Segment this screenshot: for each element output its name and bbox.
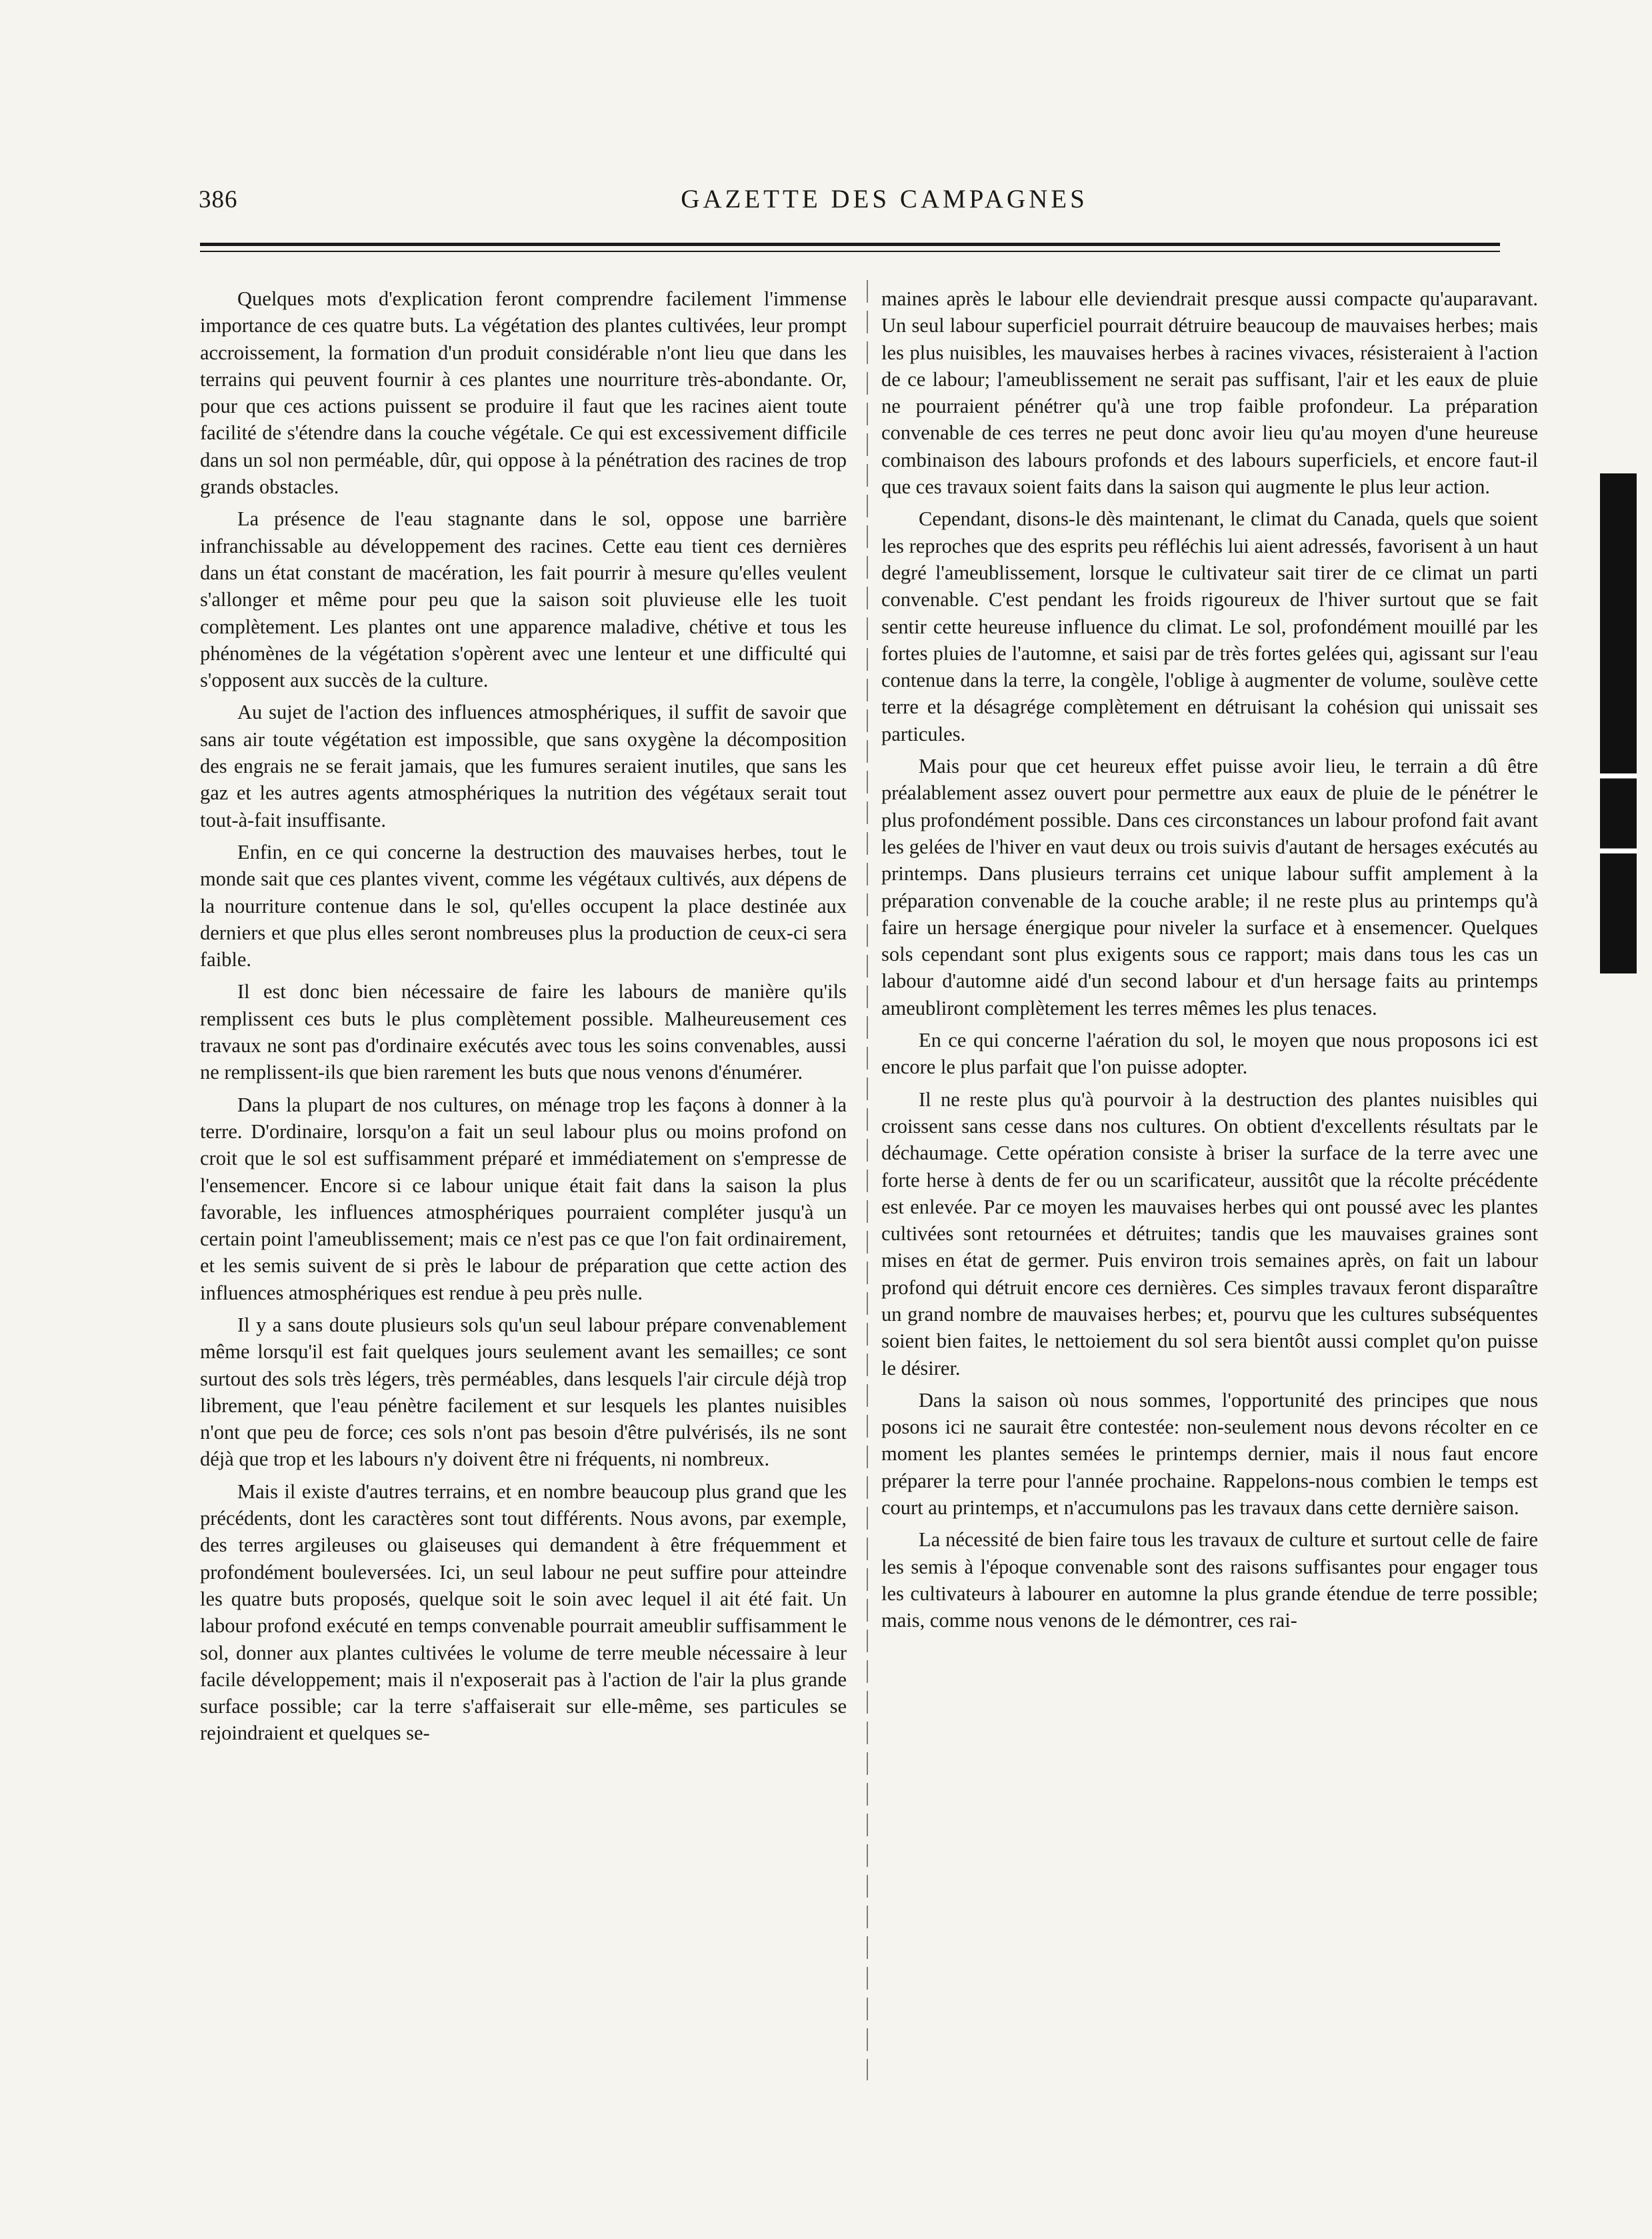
- paragraph: Dans la plupart de nos cultures, on ménage trop les façons à donner à la terre. D'ordinaire, lorsqu'on a fait un seul labour plus ou moins profond on croit que le sol est suffisamment préparé et immédiatement on s'empresse de l'ensemencer. Encore si ce labour unique était fait dans la saison la plus favorable, les influences atmosphériques pourraient compléter jusqu'à un certain point l'ameublissement; mais ce n'est pas ce que l'on fait ordinairement, et les semis suivent de si près le labour de préparation que cette action des influences atmosphériques est rendue à peu près nulle.: [200, 1093, 847, 1304]
- scan-edge-mark: [1600, 473, 1637, 973]
- running-head-title: GAZETTE DES CAMPAGNES: [681, 185, 1088, 213]
- column-divider: [867, 280, 868, 2080]
- paragraph: Enfin, en ce qui concerne la destruction des mauvaises herbes, tout le monde sait que ces plantes vivent, comme les végétaux cultivés, aux dépens de la nourriture contenue dans le sol, qu'elles occupent la place destinée aux derniers et que plus elles seront nombreuses plus la production de ceux-ci sera faible.: [200, 840, 847, 971]
- header-rule-thick: [200, 243, 1500, 246]
- paragraph: Cependant, disons-le dès maintenant, le climat du Canada, quels que soient les reproches que des esprits peu réfléchis lui aient adressés, favorisent à un haut degré l'ameublissement, lorsque le cultivateur sait tirer de ce climat un parti convenable. C'est pendant les froids rigoureux de l'hiver surtout que se fait sentir cette heureuse influence du climat. Le sol, profondément mouillé par les fortes pluies de l'automne, et saisi par de très fortes gelées qui, agissant sur l'eau contenue dans la terre, la congèle, l'oblige à augmenter de volume, soulève cette terre et la désagrége complètement en détruisant la cohésion qui unissait ses particules.: [881, 507, 1538, 745]
- paragraph: La nécessité de bien faire tous les travaux de culture et surtout celle de faire les semis à l'époque convenable sont des raisons suffisantes pour engager tous les cultivateurs à labourer en automne la plus grande étendue de terre possible; mais, comme nous venons de le démontrer, ces rai-: [881, 1528, 1538, 1632]
- left-column: [200, 285, 847, 1752]
- paragraph: Il est donc bien nécessaire de faire les labours de manière qu'ils remplissent ces buts le plus complètement possible. Malheureusement ces travaux ne sont pas d'ordinaire exécutés avec tous les soins convenables, aussi ne remplissent-ils que bien rarement les buts que nous venons d'énumérer.: [200, 980, 847, 1084]
- paragraph: En ce qui concerne l'aération du sol, le moyen que nous proposons ici est encore le plus parfait que l'on puisse adopter.: [881, 1029, 1538, 1079]
- paragraph: Quelques mots d'explication feront comprendre facilement l'immense importance de ces quatre buts. La végétation des plantes cultivées, leur prompt accroissement, la formation d'un produit considérable n'ont lieu que dans les terrains qui peuvent fournir à ces plantes une nourriture très-abondante. Or, pour que ces actions puissent se produire il faut que les racines aient toute facilité de s'étendre dans la couche végétale. Ce qui est excessivement difficile dans un sol non perméable, dûr, qui oppose à la pénétration des racines de trop grands obstacles.: [200, 287, 847, 499]
- paragraph: La présence de l'eau stagnante dans le sol, oppose une barrière infranchissable au développement des racines. Cette eau tient ces dernières dans un état constant de macération, les fait pourrir à mesure qu'elles veulent s'allonger et même pour peu que la saison soit pluvieuse elle les tuoit complètement. Les plantes ont une apparence maladive, chétive et tous les phénomènes de la végétation s'opèrent avec une lenteur et une difficulté qui s'opposent aux succès de la culture.: [200, 507, 847, 692]
- paragraph: Mais il existe d'autres terrains, et en nombre beaucoup plus grand que les précédents, dont les caractères sont tout différents. Nous avons, par exemple, des terres argileuses ou glaiseuses qui demandent à être fréquemment et profondément bouleversées. Ici, un seul labour ne peut suffire pour atteindre les quatre buts proposés, quelque soit le soin avec lequel il ait été fait. Un labour profond exécuté en temps convenable pourrait ameublir suffisamment le sol, donner aux plantes cultivées le volume de terre meuble nécessaire à leur facile développement; mais il n'exposerait pas à l'action de l'air la plus grande surface possible; car la terre s'affaiserait sur elle-même, ses particules se rejoindraient et quelques se-: [200, 1480, 847, 1745]
- paragraph: maines après le labour elle deviendrait presque aussi compacte qu'auparavant. Un seul labour superficiel pourrait détruire beaucoup de mauvaises herbes; mais les plus nuisibles, les mauvaises herbes à racines vivaces, résisteraient à l'action de ce labour; l'ameublissement ne serait pas suffisant, l'air et les eaux de pluie ne pourraient pénétrer qu'à une trop faible profondeur. La préparation convenable de ces terres ne peut donc avoir lieu qu'au moyen d'une heureuse combinaison des labours profonds et des labours superficiels, et encore faut-il que ces travaux soient faits dans la saison qui augmente le plus leur action.: [881, 287, 1538, 499]
- paragraph: Il y a sans doute plusieurs sols qu'un seul labour prépare convenablement même lorsqu'il est fait quelques jours seulement avant les semailles; ce sont surtout des sols très légers, très perméables, dans lesquels l'air circule déjà trop librement, que l'eau pénètre facilement et sur lesquels les plantes nuisibles n'ont que peu de force; ces sols n'ont pas besoin d'être pulvérisés, ils ne sont déjà que trop et les labours n'y doivent être ni fréquents, ni nombreux.: [200, 1313, 847, 1471]
- paragraph: Au sujet de l'action des influences atmosphériques, il suffit de savoir que sans air toute végétation est impossible, que sans oxygène la décomposition des engrais ne se ferait jamais, que les fumures seraient inutiles, que sans les gaz et les autres agents atmosphériques la nutrition des végétaux serait tout tout-à-fait insuffisante.: [200, 701, 847, 831]
- header-rule-thin: [200, 251, 1500, 252]
- paragraph: Mais pour que cet heureux effet puisse avoir lieu, le terrain a dû être préalablement assez ouvert pour permettre aux eaux de pluie de le pénétrer le plus profondément possible. Dans ces circonstances un labour profond fait avant les gelées de l'hiver en vaut deux ou trois suivis d'autant de hersages exécutés au printemps. Dans plusieurs terrains cet unique labour suffit amplement à la préparation convenable de la couche arable; il ne reste plus au printemps qu'à faire un hersage énergique pour niveler la surface et à ensemencer. Quelques sols cependant sont plus exigents sous ce rapport; mais dans tous les cas un labour d'automne aidé d'un second labour et d'un hersage faits au printemps ameubliront complètement les terres mêmes les plus tenaces.: [881, 755, 1538, 1019]
- paragraph: Dans la saison où nous sommes, l'opportunité des principes que nous posons ici ne saurait être contestée: non-seulement nous devons récolter en ce moment les plantes semées le printemps dernier, mais il nous faut encore préparer la terre pour l'année prochaine. Rappelons-nous combien le temps est court au printemps, et n'accumulons pas les travaux dans cette dernière saison.: [881, 1388, 1538, 1520]
- right-column: [881, 285, 1538, 1640]
- page-number: 386: [199, 186, 238, 213]
- paragraph: Il ne reste plus qu'à pourvoir à la destruction des plantes nuisibles qui croissent sans cesse dans nos cultures. On obtient d'excellents résultats par le déchaumage. Cette opération consiste à briser la surface de la terre avec une forte herse à dents de fer ou un scarificateur, aussitôt que la récolte précédente est enlevée. Par ce moyen les mauvaises herbes qui ont poussé avec les plantes cultivées sont retournées et détruites; tandis que les mauvaises graines sont mises en état de germer. Puis environ trois semaines après, on fait un labour profond qui détruit encore ces dernières. Ces simples travaux feront disparaître un grand nombre de mauvaises herbes; et, pourvu que les cultures subséquentes soient bien faites, le nettoiement du sol sera bientôt aussi complet qu'on puisse le désirer.: [881, 1087, 1538, 1380]
